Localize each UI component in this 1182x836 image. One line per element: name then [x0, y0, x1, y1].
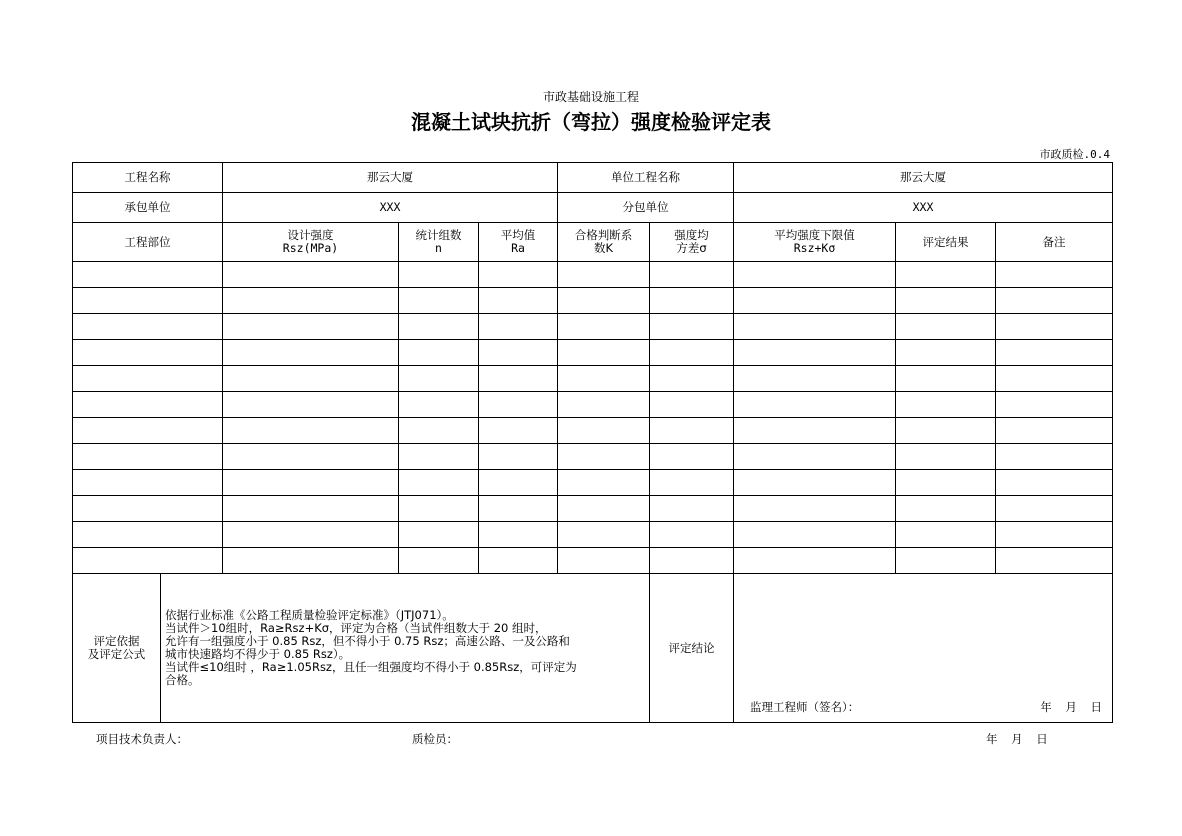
table-cell[interactable] [896, 314, 996, 340]
table-cell[interactable] [896, 444, 996, 470]
form-title: 混凝土试块抗折（弯拉）强度检验评定表 [411, 110, 771, 134]
unit-project-label: 单位工程名称 [558, 163, 734, 193]
table-cell[interactable] [896, 392, 996, 418]
table-cell[interactable] [73, 262, 223, 288]
col-design-strength [223, 223, 399, 262]
basis-label-line1: 评定依据 [93, 634, 140, 648]
col-groups-line2: n [435, 241, 442, 255]
table-row [73, 288, 1113, 314]
table-cell[interactable] [734, 314, 896, 340]
table-cell[interactable] [650, 340, 734, 366]
table-cell[interactable] [896, 470, 996, 496]
basis-line: 依据行业标准《公路工程质量检验评定标准》（JTJ071）。 [165, 608, 454, 622]
table-cell[interactable] [996, 392, 1113, 418]
supervisor-date: 年 月 日 [1040, 700, 1102, 714]
table-cell[interactable] [73, 418, 223, 444]
table-cell[interactable] [399, 340, 479, 366]
table-row [73, 418, 1113, 444]
table-cell[interactable] [73, 366, 223, 392]
table-cell[interactable] [650, 496, 734, 522]
table-row [73, 340, 1113, 366]
table-row [73, 314, 1113, 340]
table-cell[interactable] [734, 496, 896, 522]
col-groups [399, 223, 479, 262]
table-cell[interactable] [734, 262, 896, 288]
form-code: 市政质检.0.4 [1039, 148, 1110, 161]
table-cell[interactable] [558, 496, 650, 522]
table-cell[interactable] [73, 340, 223, 366]
contractor-row [73, 193, 1113, 223]
table-cell[interactable] [223, 522, 399, 548]
table-cell[interactable] [223, 262, 399, 288]
col-std-line2: 方差σ [676, 241, 707, 255]
col-coefficient [558, 223, 650, 262]
col-lower-limit-line1: 平均强度下限值 [774, 228, 855, 242]
qc-label: 质检员： [412, 732, 458, 746]
table-cell[interactable] [399, 418, 479, 444]
project-name-label: 工程名称 [73, 163, 223, 193]
table-cell[interactable] [996, 444, 1113, 470]
evaluation-row [73, 574, 1113, 723]
table-cell[interactable] [479, 288, 558, 314]
table-cell[interactable] [650, 366, 734, 392]
table-cell[interactable] [73, 470, 223, 496]
table-cell[interactable] [479, 392, 558, 418]
table-cell[interactable] [479, 548, 558, 574]
table-cell[interactable] [996, 288, 1113, 314]
basis-line: 城市快速路均不得少于 0.85 Rsz）。 [165, 647, 351, 661]
column-header-row [73, 223, 1113, 262]
basis-line: 当试件≤10组时 ，Ra≥1.05Rsz，且任一组强度均不得小于 0.85Rsz，可评定为 [165, 660, 577, 674]
col-remark: 备注 [996, 223, 1113, 262]
table-cell[interactable] [558, 548, 650, 574]
table-cell[interactable] [650, 444, 734, 470]
subcontractor-value[interactable]: XXX [734, 193, 1113, 223]
table-cell[interactable] [734, 470, 896, 496]
table-cell[interactable] [399, 288, 479, 314]
basis-line: 当试件＞10组时，Ra≥Rsz+Kσ，评定为合格（当试件组数大于 20 组时， [165, 621, 547, 635]
table-cell[interactable] [896, 522, 996, 548]
unit-project-value[interactable]: 那云大厦 [734, 163, 1113, 193]
table-cell[interactable] [223, 444, 399, 470]
table-cell[interactable] [479, 418, 558, 444]
footer-date: 年 月 日 [986, 732, 1048, 746]
table-cell[interactable] [734, 444, 896, 470]
table-cell[interactable] [734, 366, 896, 392]
subcontractor-label: 分包单位 [558, 193, 734, 223]
table-cell[interactable] [996, 262, 1113, 288]
table-cell[interactable] [479, 522, 558, 548]
supervisor-signature-label: 监理工程师（签名）： [750, 700, 860, 714]
table-cell[interactable] [650, 522, 734, 548]
col-std-line1: 强度均 [674, 228, 709, 242]
table-cell[interactable] [479, 496, 558, 522]
table-cell[interactable] [650, 262, 734, 288]
table-cell[interactable] [479, 470, 558, 496]
table-cell[interactable] [896, 496, 996, 522]
col-part: 工程部位 [73, 223, 223, 262]
table-row [73, 366, 1113, 392]
conclusion-cell[interactable] [734, 574, 1113, 723]
table-cell[interactable] [399, 496, 479, 522]
table-cell[interactable] [996, 418, 1113, 444]
table-cell[interactable] [896, 418, 996, 444]
col-average-line2: Ra [511, 241, 525, 255]
table-cell[interactable] [223, 340, 399, 366]
table-cell[interactable] [223, 392, 399, 418]
col-average [479, 223, 558, 262]
table-cell[interactable] [73, 314, 223, 340]
table-cell[interactable] [896, 366, 996, 392]
table-row [73, 496, 1113, 522]
table-cell[interactable] [399, 522, 479, 548]
table-cell[interactable] [399, 262, 479, 288]
table-cell[interactable] [558, 418, 650, 444]
table-cell[interactable] [479, 340, 558, 366]
table-cell[interactable] [399, 392, 479, 418]
table-cell[interactable] [650, 548, 734, 574]
col-std [650, 223, 734, 262]
table-cell[interactable] [734, 288, 896, 314]
table-cell[interactable] [558, 470, 650, 496]
col-lower-limit-line2: Rsz+Kσ [793, 241, 836, 255]
table-cell[interactable] [223, 418, 399, 444]
col-result: 评定结果 [896, 223, 996, 262]
table-cell[interactable] [650, 392, 734, 418]
table-cell[interactable] [734, 548, 896, 574]
table-cell[interactable] [558, 314, 650, 340]
table-cell[interactable] [399, 470, 479, 496]
col-coefficient-line2: 数K [593, 241, 614, 255]
table-cell[interactable] [399, 444, 479, 470]
evaluation-table [72, 162, 1113, 723]
basis-label [73, 574, 161, 723]
table-cell[interactable] [650, 418, 734, 444]
table-cell[interactable] [996, 548, 1113, 574]
table-cell[interactable] [73, 522, 223, 548]
col-design-strength-line1: 设计强度 [287, 228, 334, 242]
table-cell[interactable] [896, 548, 996, 574]
table-cell[interactable] [223, 470, 399, 496]
table-cell[interactable] [996, 366, 1113, 392]
table-row [73, 262, 1113, 288]
table-row [73, 392, 1113, 418]
table-cell[interactable] [996, 522, 1113, 548]
table-cell[interactable] [558, 444, 650, 470]
col-lower-limit [734, 223, 896, 262]
table-cell[interactable] [479, 262, 558, 288]
table-cell[interactable] [650, 314, 734, 340]
table-cell[interactable] [734, 392, 896, 418]
table-cell[interactable] [896, 340, 996, 366]
table-cell[interactable] [734, 340, 896, 366]
table-cell[interactable] [73, 548, 223, 574]
table-cell[interactable] [996, 314, 1113, 340]
table-cell[interactable] [479, 366, 558, 392]
form-subtitle: 市政基础设施工程 [542, 90, 639, 104]
contractor-label: 承包单位 [73, 193, 223, 223]
table-cell[interactable] [399, 314, 479, 340]
col-average-line1: 平均值 [500, 228, 536, 242]
table-cell[interactable] [558, 366, 650, 392]
table-cell[interactable] [399, 548, 479, 574]
table-cell[interactable] [650, 470, 734, 496]
table-cell[interactable] [996, 340, 1113, 366]
table-cell[interactable] [896, 288, 996, 314]
project-row [73, 163, 1113, 193]
basis-label-line2: 及评定公式 [87, 647, 146, 661]
col-coefficient-line1: 合格判断系 [574, 228, 633, 242]
col-groups-line1: 统计组数 [415, 228, 462, 242]
table-cell[interactable] [399, 366, 479, 392]
table-cell[interactable] [73, 496, 223, 522]
basis-line: 合格。 [165, 673, 200, 687]
table-cell[interactable] [223, 366, 399, 392]
table-cell[interactable] [558, 392, 650, 418]
table-cell[interactable] [479, 314, 558, 340]
basis-text [161, 574, 650, 723]
table-cell[interactable] [734, 522, 896, 548]
table-cell[interactable] [73, 444, 223, 470]
table-cell[interactable] [558, 288, 650, 314]
table-row [73, 470, 1113, 496]
table-cell[interactable] [996, 496, 1113, 522]
table-cell[interactable] [734, 418, 896, 444]
table-cell[interactable] [479, 444, 558, 470]
table-cell[interactable] [73, 392, 223, 418]
tech-lead-label: 项目技术负责人： [96, 732, 188, 746]
table-row [73, 522, 1113, 548]
table-cell[interactable] [558, 340, 650, 366]
table-cell[interactable] [223, 496, 399, 522]
conclusion-label: 评定结论 [650, 574, 734, 723]
table-row [73, 548, 1113, 574]
table-cell[interactable] [558, 522, 650, 548]
table-cell[interactable] [650, 288, 734, 314]
table-cell[interactable] [223, 314, 399, 340]
table-cell[interactable] [223, 288, 399, 314]
contractor-value[interactable]: XXX [223, 193, 558, 223]
table-cell[interactable] [896, 262, 996, 288]
table-cell[interactable] [223, 548, 399, 574]
table-cell[interactable] [558, 262, 650, 288]
table-row [73, 444, 1113, 470]
table-cell[interactable] [996, 470, 1113, 496]
table-cell[interactable] [73, 288, 223, 314]
basis-line: 允许有一组强度小于 0.85 Rsz，但不得小于 0.75 Rsz；高速公路、一及公路和 [165, 634, 570, 648]
project-name-value[interactable]: 那云大厦 [223, 163, 558, 193]
col-design-strength-line2: Rsz(MPa) [282, 241, 339, 255]
